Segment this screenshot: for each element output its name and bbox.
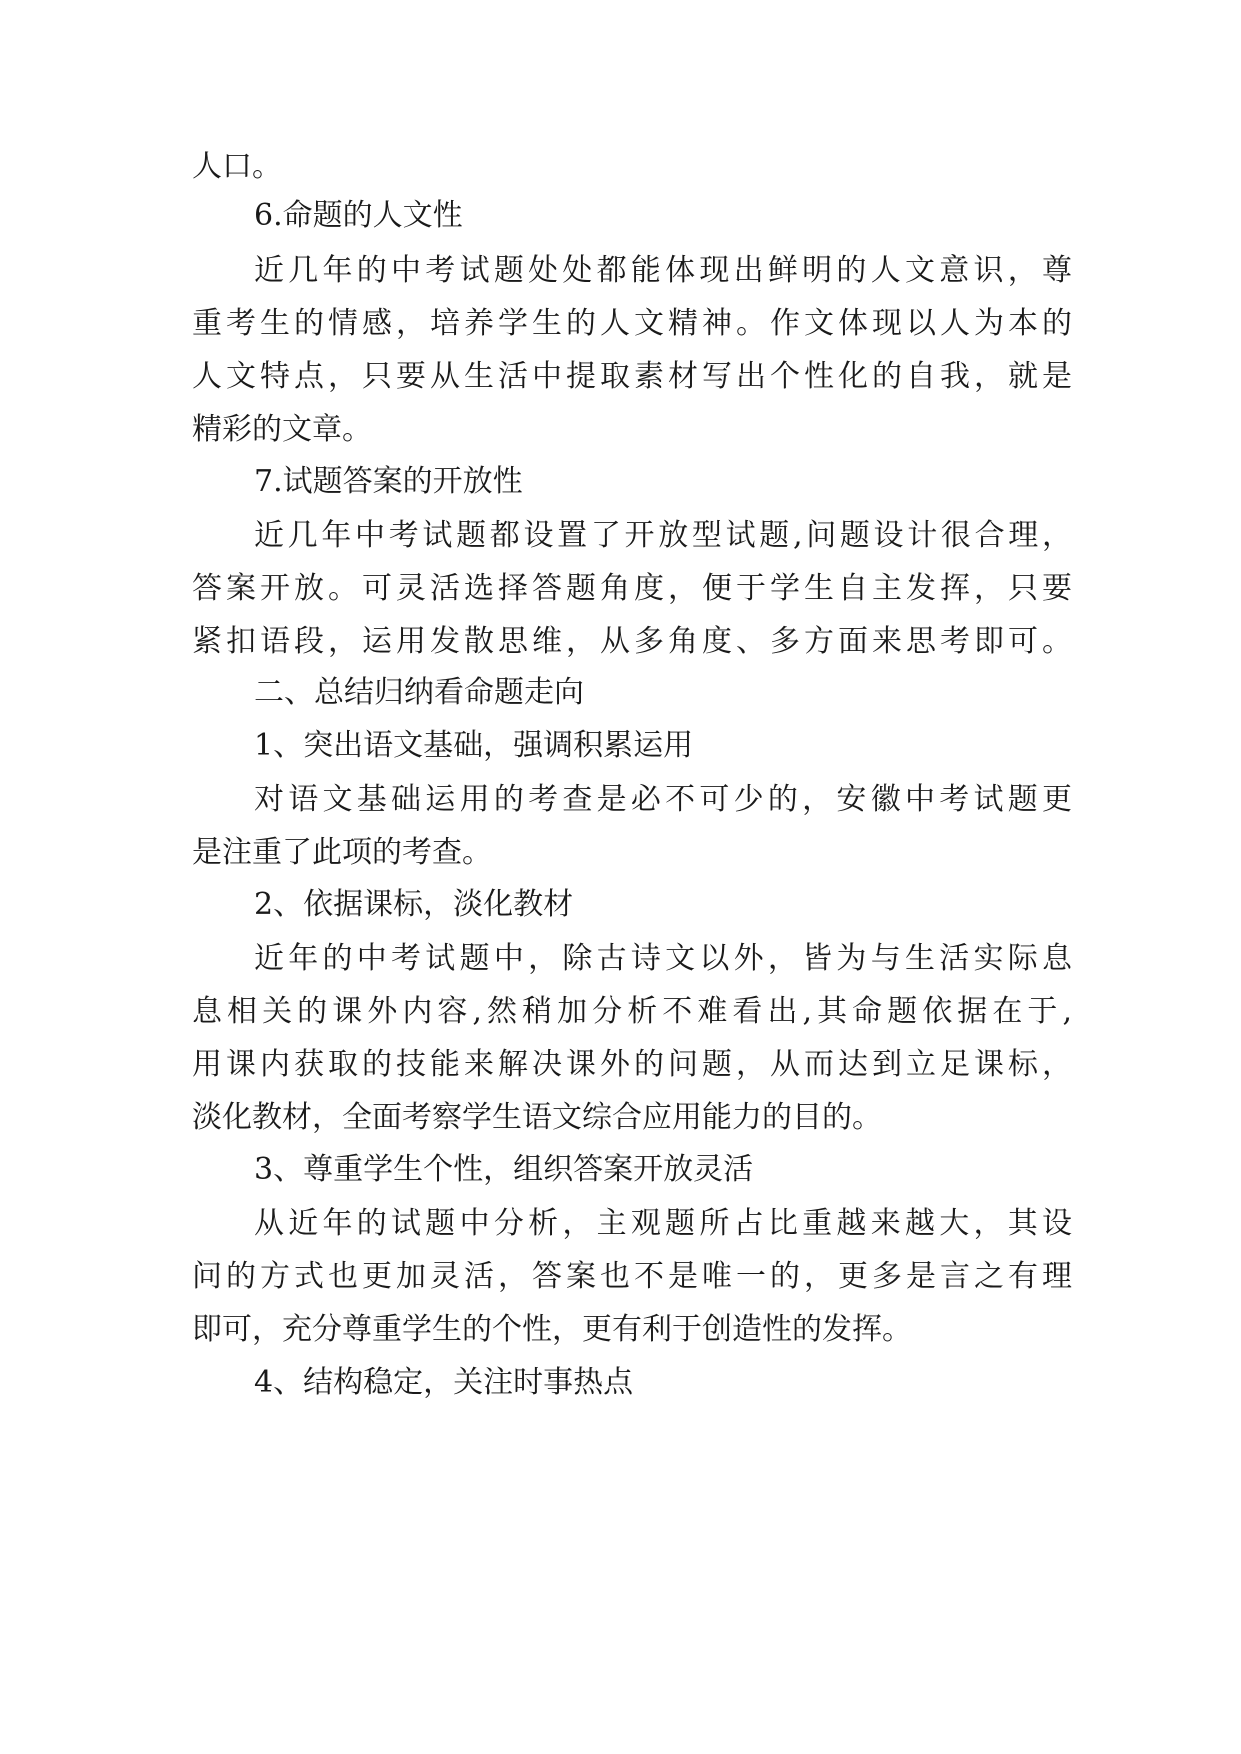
text-line: 即可，充分尊重学生的个性，更有利于创造性的发挥。 <box>192 1312 912 1347</box>
section-heading: 3、尊重学生个性，组织答案开放灵活 <box>254 1152 754 1187</box>
section-heading: 4、结构稳定，关注时事热点 <box>254 1365 634 1400</box>
text-line: 是注重了此项的考查。 <box>192 835 492 870</box>
text-line: 问的方式也更加灵活，答案也不是唯一的，更多是言之有理 <box>192 1259 1072 1294</box>
text-line: 答案开放。可灵活选择答题角度，便于学生自主发挥，只要 <box>192 571 1072 606</box>
text-line: 从近年的试题中分析，主观题所占比重越来越大，其设 <box>254 1206 1072 1241</box>
text-line: 精彩的文章。 <box>192 412 372 447</box>
section-heading: 7.试题答案的开放性 <box>254 464 523 499</box>
text-line: 息相关的课外内容,然稍加分析不难看出,其命题依据在于, <box>192 994 1072 1029</box>
text-line: 人口。 <box>192 149 282 184</box>
text-line: 近几年的中考试题处处都能体现出鲜明的人文意识，尊 <box>254 253 1072 288</box>
text-line: 人文特点，只要从生活中提取素材写出个性化的自我，就是 <box>192 359 1072 394</box>
section-heading: 6.命题的人文性 <box>254 198 463 233</box>
text-line: 近年的中考试题中，除古诗文以外，皆为与生活实际息 <box>254 941 1072 976</box>
text-line: 紧扣语段，运用发散思维，从多角度、多方面来思考即可。 <box>192 624 1072 659</box>
text-line: 用课内获取的技能来解决课外的问题，从而达到立足课标， <box>192 1047 1072 1082</box>
section-heading: 1、突出语文基础，强调积累运用 <box>254 728 694 763</box>
text-line: 淡化教材，全面考察学生语文综合应用能力的目的。 <box>192 1100 882 1135</box>
text-line: 近几年中考试题都设置了开放型试题,问题设计很合理， <box>254 518 1072 553</box>
section-heading: 2、依据课标，淡化教材 <box>254 887 574 922</box>
text-line: 重考生的情感，培养学生的人文精神。作文体现以人为本的 <box>192 306 1072 341</box>
section-heading: 二、总结归纳看命题走向 <box>254 675 584 710</box>
text-line: 对语文基础运用的考查是必不可少的，安徽中考试题更 <box>254 782 1072 817</box>
